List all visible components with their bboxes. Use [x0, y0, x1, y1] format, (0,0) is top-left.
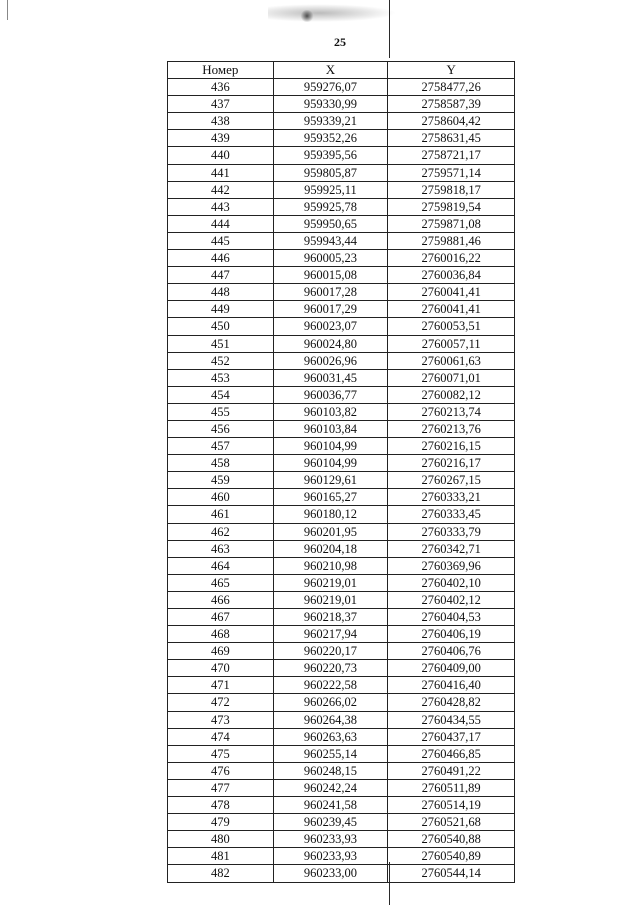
- table-row: [168, 420, 515, 437]
- table-row: [168, 130, 515, 147]
- cell-y: 2759871,08: [388, 215, 515, 232]
- table-row: [168, 728, 515, 745]
- cell-x: 960239,45: [273, 814, 388, 831]
- cell-number: 437: [168, 96, 274, 113]
- cell-y: 2760521,68: [388, 814, 515, 831]
- table-row: [168, 267, 515, 284]
- cell-y: 2760406,19: [388, 626, 515, 643]
- cell-x: 959925,11: [273, 181, 388, 198]
- table-row: [168, 335, 515, 352]
- cell-y: 2760511,89: [388, 779, 515, 796]
- cell-number: 447: [168, 267, 274, 284]
- table-row: [168, 797, 515, 814]
- table-row: [168, 113, 515, 130]
- cell-x: 959276,07: [273, 79, 388, 96]
- cell-y: 2760041,41: [388, 284, 515, 301]
- cell-number: 463: [168, 540, 274, 557]
- cell-number: 441: [168, 164, 274, 181]
- coordinates-table: [167, 61, 515, 883]
- cell-x: 960220,73: [273, 660, 388, 677]
- cell-x: 960217,94: [273, 626, 388, 643]
- cell-y: 2758631,45: [388, 130, 515, 147]
- cell-x: 960015,08: [273, 267, 388, 284]
- cell-x: 960219,01: [273, 591, 388, 608]
- cell-number: 450: [168, 318, 274, 335]
- table-row: [168, 301, 515, 318]
- cell-y: 2759571,14: [388, 164, 515, 181]
- table-row: [168, 660, 515, 677]
- cell-x: 959805,87: [273, 164, 388, 181]
- cell-y: 2760036,84: [388, 267, 515, 284]
- cell-number: 446: [168, 250, 274, 267]
- cell-y: 2758604,42: [388, 113, 515, 130]
- table-row: [168, 643, 515, 660]
- cell-x: 960129,61: [273, 472, 388, 489]
- cell-y: 2760333,21: [388, 489, 515, 506]
- page-number: 25: [334, 35, 346, 49]
- table-row: [168, 164, 515, 181]
- cell-number: 442: [168, 181, 274, 198]
- cell-y: 2760267,15: [388, 472, 515, 489]
- cell-number: 452: [168, 352, 274, 369]
- cell-number: 438: [168, 113, 274, 130]
- cell-number: 451: [168, 335, 274, 352]
- cell-y: 2758477,26: [388, 79, 515, 96]
- table-row: [168, 523, 515, 540]
- table-row: [168, 591, 515, 608]
- scan-edge-mark: [7, 0, 8, 20]
- table-row: [168, 386, 515, 403]
- cell-y: 2760082,12: [388, 386, 515, 403]
- cell-x: 960233,93: [273, 848, 388, 865]
- table-row: [168, 609, 515, 626]
- cell-x: 959352,26: [273, 130, 388, 147]
- cell-y: 2760342,71: [388, 540, 515, 557]
- cell-x: 960248,15: [273, 762, 388, 779]
- cell-y: 2760213,76: [388, 420, 515, 437]
- cell-y: 2760540,88: [388, 831, 515, 848]
- cell-number: 443: [168, 198, 274, 215]
- cell-number: 466: [168, 591, 274, 608]
- cell-x: 960222,58: [273, 677, 388, 694]
- table-row: [168, 540, 515, 557]
- cell-x: 960218,37: [273, 609, 388, 626]
- cell-number: 481: [168, 848, 274, 865]
- cell-y: 2760428,82: [388, 694, 515, 711]
- cell-x: 960036,77: [273, 386, 388, 403]
- cell-number: 482: [168, 865, 274, 882]
- table-row: [168, 232, 515, 249]
- cell-x: 960017,29: [273, 301, 388, 318]
- cell-x: 960103,84: [273, 420, 388, 437]
- table-row: [168, 626, 515, 643]
- table-row: [168, 762, 515, 779]
- cell-x: 959330,99: [273, 96, 388, 113]
- cell-y: 2760016,22: [388, 250, 515, 267]
- table-row: [168, 215, 515, 232]
- table-row: [168, 574, 515, 591]
- cell-number: 459: [168, 472, 274, 489]
- cell-number: 444: [168, 215, 274, 232]
- cell-x: 959950,65: [273, 215, 388, 232]
- cell-y: 2760544,14: [388, 865, 515, 882]
- cell-y: 2759819,54: [388, 198, 515, 215]
- table-row: [168, 472, 515, 489]
- cell-number: 470: [168, 660, 274, 677]
- table-row: [168, 318, 515, 335]
- cell-y: 2760061,63: [388, 352, 515, 369]
- cell-x: 959943,44: [273, 232, 388, 249]
- cell-number: 471: [168, 677, 274, 694]
- table-header-row: [168, 62, 515, 79]
- table-row: [168, 848, 515, 865]
- cell-x: 960204,18: [273, 540, 388, 557]
- cell-y: 2758587,39: [388, 96, 515, 113]
- cell-y: 2760540,89: [388, 848, 515, 865]
- cell-y: 2760514,19: [388, 797, 515, 814]
- cell-y: 2758721,17: [388, 147, 515, 164]
- cell-x: 960024,80: [273, 335, 388, 352]
- table-row: [168, 677, 515, 694]
- cell-x: 960104,99: [273, 438, 388, 455]
- scan-smudge: [268, 4, 396, 22]
- cell-number: 465: [168, 574, 274, 591]
- cell-number: 475: [168, 745, 274, 762]
- table-row: [168, 694, 515, 711]
- cell-x: 960264,38: [273, 711, 388, 728]
- table-row: [168, 250, 515, 267]
- cell-y: 2760041,41: [388, 301, 515, 318]
- header-number: Номер: [168, 62, 274, 79]
- cell-x: 960165,27: [273, 489, 388, 506]
- cell-y: 2760416,40: [388, 677, 515, 694]
- cell-x: 960219,01: [273, 574, 388, 591]
- cell-x: 960233,00: [273, 865, 388, 882]
- cell-number: 458: [168, 455, 274, 472]
- cell-number: 473: [168, 711, 274, 728]
- cell-x: 960263,63: [273, 728, 388, 745]
- cell-y: 2760491,22: [388, 762, 515, 779]
- cell-x: 960242,24: [273, 779, 388, 796]
- table-row: [168, 438, 515, 455]
- scan-stamp-mark: [300, 10, 314, 22]
- cell-y: 2759881,46: [388, 232, 515, 249]
- cell-y: 2760071,01: [388, 369, 515, 386]
- table-row: [168, 745, 515, 762]
- cell-x: 960241,58: [273, 797, 388, 814]
- cell-number: 467: [168, 609, 274, 626]
- cell-x: 960023,07: [273, 318, 388, 335]
- cell-y: 2760437,17: [388, 728, 515, 745]
- cell-number: 445: [168, 232, 274, 249]
- cell-x: 960104,99: [273, 455, 388, 472]
- cell-y: 2760404,53: [388, 609, 515, 626]
- table-row: [168, 198, 515, 215]
- cell-number: 464: [168, 557, 274, 574]
- cell-number: 436: [168, 79, 274, 96]
- cell-number: 477: [168, 779, 274, 796]
- cell-number: 455: [168, 403, 274, 420]
- cell-number: 478: [168, 797, 274, 814]
- table-row: [168, 557, 515, 574]
- cell-x: 960180,12: [273, 506, 388, 523]
- cell-number: 440: [168, 147, 274, 164]
- cell-number: 480: [168, 831, 274, 848]
- cell-y: 2760406,76: [388, 643, 515, 660]
- table-row: [168, 865, 515, 882]
- table-row: [168, 181, 515, 198]
- table-row: [168, 403, 515, 420]
- table-row: [168, 779, 515, 796]
- cell-y: 2760213,74: [388, 403, 515, 420]
- cell-number: 462: [168, 523, 274, 540]
- cell-y: 2759818,17: [388, 181, 515, 198]
- cell-x: 960017,28: [273, 284, 388, 301]
- table-row: [168, 814, 515, 831]
- cell-x: 960220,17: [273, 643, 388, 660]
- table-row: [168, 489, 515, 506]
- cell-y: 2760216,15: [388, 438, 515, 455]
- cell-x: 959395,56: [273, 147, 388, 164]
- table-row: [168, 711, 515, 728]
- cell-x: 960201,95: [273, 523, 388, 540]
- cell-y: 2760216,17: [388, 455, 515, 472]
- cell-number: 461: [168, 506, 274, 523]
- table-row: [168, 96, 515, 113]
- table-row: [168, 455, 515, 472]
- cell-number: 472: [168, 694, 274, 711]
- cell-y: 2760466,85: [388, 745, 515, 762]
- cell-number: 454: [168, 386, 274, 403]
- cell-x: 960266,02: [273, 694, 388, 711]
- cell-number: 474: [168, 728, 274, 745]
- table-row: [168, 284, 515, 301]
- cell-x: 960005,23: [273, 250, 388, 267]
- table-row: [168, 369, 515, 386]
- cell-x: 960103,82: [273, 403, 388, 420]
- cell-y: 2760402,10: [388, 574, 515, 591]
- cell-number: 439: [168, 130, 274, 147]
- table-row: [168, 831, 515, 848]
- cell-x: 960255,14: [273, 745, 388, 762]
- cell-x: 960026,96: [273, 352, 388, 369]
- cell-y: 2760333,45: [388, 506, 515, 523]
- table-row: [168, 352, 515, 369]
- cell-y: 2760057,11: [388, 335, 515, 352]
- cell-y: 2760402,12: [388, 591, 515, 608]
- cell-y: 2760434,55: [388, 711, 515, 728]
- cell-number: 476: [168, 762, 274, 779]
- cell-y: 2760333,79: [388, 523, 515, 540]
- cell-number: 468: [168, 626, 274, 643]
- cell-y: 2760369,96: [388, 557, 515, 574]
- cell-x: 959925,78: [273, 198, 388, 215]
- table-row: [168, 506, 515, 523]
- cell-number: 460: [168, 489, 274, 506]
- cell-number: 456: [168, 420, 274, 437]
- cell-number: 479: [168, 814, 274, 831]
- table-body: [168, 79, 515, 882]
- cell-x: 960031,45: [273, 369, 388, 386]
- cell-number: 469: [168, 643, 274, 660]
- cell-number: 457: [168, 438, 274, 455]
- cell-x: 959339,21: [273, 113, 388, 130]
- cell-number: 449: [168, 301, 274, 318]
- cell-y: 2760053,51: [388, 318, 515, 335]
- header-y: Y: [388, 62, 515, 79]
- cell-y: 2760409,00: [388, 660, 515, 677]
- cell-x: 960210,98: [273, 557, 388, 574]
- cell-x: 960233,93: [273, 831, 388, 848]
- header-x: X: [273, 62, 388, 79]
- table-row: [168, 79, 515, 96]
- cell-number: 453: [168, 369, 274, 386]
- table-row: [168, 147, 515, 164]
- cell-number: 448: [168, 284, 274, 301]
